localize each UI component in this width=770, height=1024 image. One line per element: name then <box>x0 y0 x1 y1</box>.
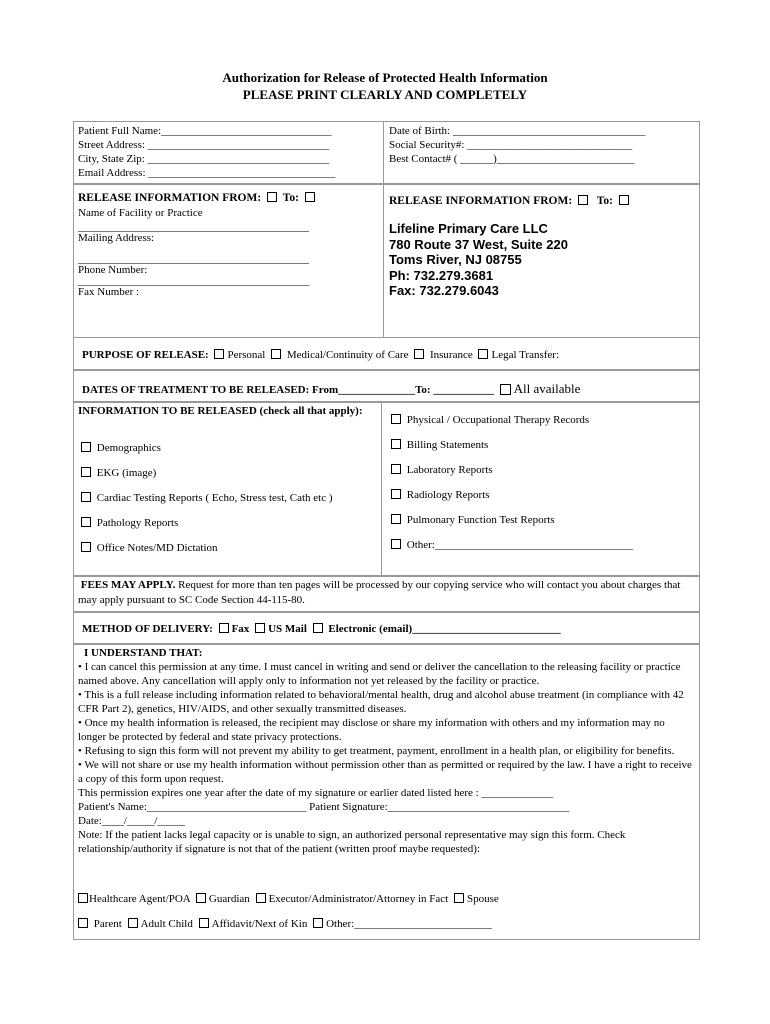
company-fax: Fax: 732.279.6043 <box>389 283 499 299</box>
release-to-checkbox-left[interactable] <box>305 192 315 202</box>
other-relationship-label[interactable]: Other:_________________________ <box>326 918 492 930</box>
purpose-insurance-label: Insurance <box>429 349 473 361</box>
pulmonary-label: Pulmonary Function Test Reports <box>406 514 555 526</box>
purpose-legal-checkbox[interactable] <box>478 349 488 359</box>
bullet-refusing: • Refusing to sign this form will not prevent my ability to get treatment, payment, enrollment in a health plan, or eligibility for benefits. <box>78 745 675 757</box>
purpose-personal-label: Personal <box>227 349 266 361</box>
other-info-label: Other:____________________________________ <box>406 539 633 551</box>
facility-name-label: Name of Facility or Practice <box>78 207 203 220</box>
executor-label: Executor/Administrator/Attorney in Fact <box>268 893 449 905</box>
street-address-field[interactable]: Street Address: _________________________________ <box>78 139 330 151</box>
release-from-heading-right: RELEASE INFORMATION FROM: <box>389 195 573 207</box>
phone-number-label: Phone Number: <box>78 264 148 277</box>
pulmonary-checkbox[interactable] <box>391 514 401 524</box>
release-from-left <box>78 192 383 298</box>
relationship-row-2 <box>78 918 492 930</box>
fees-text <box>78 578 694 608</box>
pathology-label: Pathology Reports <box>96 517 179 529</box>
radiology-label: Radiology Reports <box>406 489 490 501</box>
info-item-office-notes[interactable] <box>78 542 218 554</box>
all-available-checkbox[interactable] <box>500 384 511 395</box>
all-available-label: All available <box>513 381 581 396</box>
demographics-checkbox[interactable] <box>81 442 91 452</box>
physical-therapy-label: Physical / Occupational Therapy Records <box>406 414 590 426</box>
mailing-address-line[interactable]: ____________________________________________ <box>78 254 309 266</box>
demographics-label: Demographics <box>96 442 161 454</box>
healthcare-agent-checkbox[interactable] <box>78 893 88 903</box>
info-heading: INFORMATION TO BE RELEASED (check all that apply): <box>78 405 363 417</box>
date-of-birth-field[interactable]: Date of Birth: ___________________________________ <box>389 125 646 137</box>
delivery-row <box>82 623 561 635</box>
laboratory-label: Laboratory Reports <box>406 464 493 476</box>
cardiac-checkbox[interactable] <box>81 492 91 502</box>
info-item-billing[interactable] <box>388 439 488 451</box>
purpose-personal-checkbox[interactable] <box>214 349 224 359</box>
bullet-full-release: • This is a full release including information related to behavioral/mental health, drug and alcohol abuse treatment (in compliance with 42 CFR Part 2), genetics, HIV/AIDS, and other sexually transmitted diseases. <box>78 689 684 715</box>
parent-checkbox[interactable] <box>78 918 88 928</box>
guardian-checkbox[interactable] <box>196 893 206 903</box>
info-item-ekg[interactable] <box>78 467 156 479</box>
cardiac-label: Cardiac Testing Reports ( Echo, Stress test, Cath etc ) <box>96 492 333 504</box>
healthcare-agent-label: Healthcare Agent/POA <box>89 893 191 905</box>
laboratory-checkbox[interactable] <box>391 464 401 474</box>
fees-description: Request for more than ten pages will be processed by our copying service who will contact you about charges that may apply pursuant to SC Code Section 44-115-80. <box>78 579 681 606</box>
understand-text <box>78 660 695 856</box>
dates-row <box>82 381 580 397</box>
delivery-label: METHOD OF DELIVERY: <box>82 623 213 635</box>
other-info-checkbox[interactable] <box>391 539 401 549</box>
spouse-checkbox[interactable] <box>454 893 464 903</box>
release-to-checkbox-right[interactable] <box>619 195 629 205</box>
delivery-electronic-checkbox[interactable] <box>313 623 323 633</box>
release-from-right <box>389 195 694 299</box>
bullet-cancel: • I can cancel this permission at any time. I must cancel in writing and send or deliver the cancellation to the releasing facility or practice named above. Any cancellation will apply only to information not yet released by the facility or practice. <box>78 661 681 687</box>
phone-number-line[interactable]: ____________________________________________ <box>78 276 309 288</box>
form-title: Authorization for Release of Protected Health Information <box>222 70 548 85</box>
info-item-cardiac[interactable] <box>78 492 333 504</box>
executor-checkbox[interactable] <box>256 893 266 903</box>
delivery-electronic-label[interactable]: Electronic (email)___________________________ <box>328 623 561 635</box>
info-item-demographics[interactable] <box>78 442 161 454</box>
ekg-label: EKG (image) <box>96 467 157 479</box>
billing-label: Billing Statements <box>406 439 489 451</box>
release-to-label-right: To: <box>596 195 613 207</box>
info-item-other[interactable] <box>388 539 633 551</box>
mailing-address-label: Mailing Address: <box>78 232 155 245</box>
fees-label: FEES MAY APPLY. <box>80 579 176 591</box>
info-item-radiology[interactable] <box>388 489 490 501</box>
patient-info-left <box>78 124 378 180</box>
purpose-medical-checkbox[interactable] <box>271 349 281 359</box>
office-notes-label: Office Notes/MD Dictation <box>96 542 218 554</box>
patient-name-signature-line[interactable]: Patient's Name:_____________________________ Patient Signature:_________________________________ <box>78 801 570 813</box>
affidavit-checkbox[interactable] <box>199 918 209 928</box>
purpose-legal-label: Legal Transfer: <box>491 349 559 361</box>
signature-date-line[interactable]: Date:____/_____/_____ <box>78 815 185 827</box>
pathology-checkbox[interactable] <box>81 517 91 527</box>
company-address-line2: Toms River, NJ 08755 <box>389 252 522 268</box>
bullet-no-share: • We will not share or use my health information without permission other than as permitted or required by the law. I have a right to receive a copy of this form upon request. <box>78 759 692 785</box>
purpose-label: PURPOSE OF RELEASE: <box>82 349 209 361</box>
purpose-medical-label: Medical/Continuity of Care <box>286 349 409 361</box>
adult-child-label: Adult Child <box>140 918 193 930</box>
parent-label: Parent <box>93 918 122 930</box>
company-name: Lifeline Primary Care LLC <box>389 221 548 237</box>
info-item-pathology[interactable] <box>78 517 178 529</box>
info-item-pulmonary[interactable] <box>388 514 555 526</box>
purpose-insurance-checkbox[interactable] <box>414 349 424 359</box>
release-from-checkbox-right[interactable] <box>578 195 588 205</box>
affidavit-label: Affidavit/Next of Kin <box>211 918 308 930</box>
office-notes-checkbox[interactable] <box>81 542 91 552</box>
release-to-label-left: To: <box>282 192 299 204</box>
expiration-line[interactable]: This permission expires one year after the date of my signature or earlier dated listed here : _____________ <box>78 787 553 799</box>
adult-child-checkbox[interactable] <box>128 918 138 928</box>
company-address-line1: 780 Route 37 West, Suite 220 <box>389 236 568 252</box>
understand-heading: I UNDERSTAND THAT: <box>84 647 203 659</box>
company-phone: Ph: 732.279.3681 <box>389 267 494 283</box>
bullet-disclosure: • Once my health information is released, the recipient may disclose or share my information with others and my information may no longer be protected by federal and state privacy protections. <box>78 717 665 743</box>
delivery-mail-checkbox[interactable] <box>255 623 265 633</box>
representative-note: Note: If the patient lacks legal capacity or is unable to sign, an authorized personal representative may sign this form. Check relationship/authority if signature is not that of the patient (written proof maybe requested): <box>78 829 626 855</box>
delivery-fax-checkbox[interactable] <box>219 623 229 633</box>
radiology-checkbox[interactable] <box>391 489 401 499</box>
ekg-checkbox[interactable] <box>81 467 91 477</box>
form-subtitle: PLEASE PRINT CLEARLY AND COMPLETELY <box>242 87 528 102</box>
delivery-fax-label: Fax <box>231 623 250 635</box>
release-from-heading-left: RELEASE INFORMATION FROM: <box>78 192 262 204</box>
info-item-laboratory[interactable] <box>388 464 493 476</box>
social-security-field[interactable]: Social Security#: ______________________________ <box>389 139 633 151</box>
purpose-row <box>82 349 559 361</box>
relationship-row-1 <box>78 893 499 905</box>
email-address-field[interactable]: Email Address: __________________________________ <box>78 167 336 179</box>
other-relationship-checkbox[interactable] <box>313 918 323 928</box>
patient-info-right <box>389 124 694 166</box>
facility-name-line[interactable]: ____________________________________________ <box>78 222 309 234</box>
physical-therapy-checkbox[interactable] <box>391 414 401 424</box>
patient-name-field[interactable]: Patient Full Name:_______________________________ <box>78 125 332 137</box>
info-item-physical-therapy[interactable] <box>388 414 589 426</box>
spouse-label: Spouse <box>466 893 499 905</box>
dates-label[interactable]: DATES OF TREATMENT TO BE RELEASED: From______________To: ___________ <box>82 384 494 396</box>
release-from-checkbox-left[interactable] <box>267 192 277 202</box>
lifeline-address-block <box>389 221 694 299</box>
guardian-label: Guardian <box>208 893 250 905</box>
fax-number-label: Fax Number : <box>78 286 140 299</box>
city-state-zip-field[interactable]: City, State Zip: _________________________________ <box>78 153 330 165</box>
best-contact-field[interactable]: Best Contact# ( ______)_________________________ <box>389 153 635 165</box>
billing-checkbox[interactable] <box>391 439 401 449</box>
delivery-mail-label: US Mail <box>268 623 307 635</box>
